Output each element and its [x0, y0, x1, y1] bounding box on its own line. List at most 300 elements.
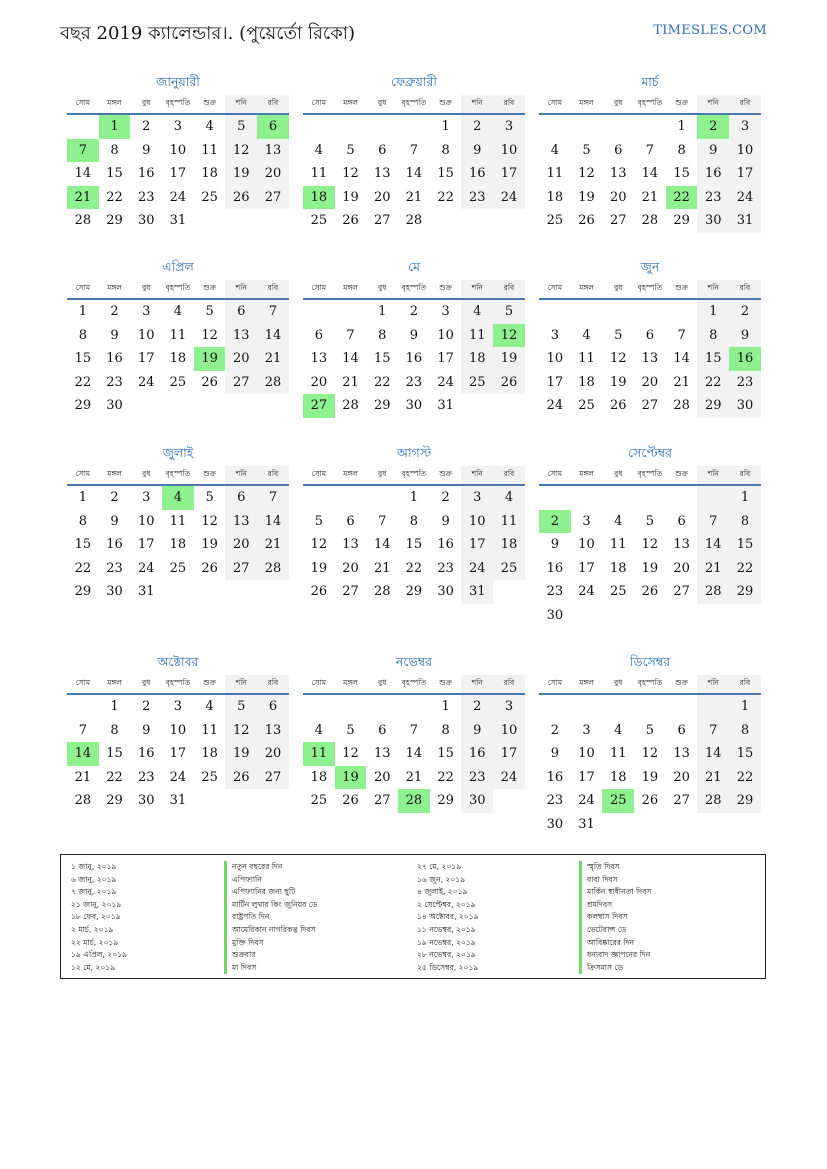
day-cell[interactable]: 3 [582, 722, 591, 738]
day-cell[interactable]: 11 [303, 742, 335, 766]
day-cell[interactable]: 26 [342, 213, 359, 228]
day-cell[interactable]: 25 [201, 769, 218, 785]
day-cell[interactable]: 22 [74, 374, 92, 390]
day-cell[interactable]: 5 [493, 300, 525, 324]
day-cell[interactable]: 2 [409, 304, 419, 319]
day-cell[interactable]: 26 [493, 371, 525, 395]
day-cell[interactable]: 9 [461, 139, 493, 163]
day-cell[interactable]: 15 [74, 537, 92, 552]
day-cell[interactable]: 14 [74, 166, 92, 181]
day-cell[interactable]: 26 [201, 374, 218, 390]
day-cell[interactable]: 25 [201, 189, 218, 205]
day-cell[interactable]: 6 [645, 327, 655, 343]
day-cell[interactable]: 12 [201, 327, 218, 343]
day-cell[interactable]: 24 [493, 186, 525, 210]
day-cell[interactable]: 7 [697, 510, 729, 534]
day-cell[interactable]: 16 [437, 537, 454, 552]
day-cell[interactable]: 12 [310, 537, 328, 552]
day-cell[interactable]: 13 [225, 510, 257, 534]
day-cell[interactable]: 12 [578, 166, 595, 181]
day-cell[interactable]: 30 [106, 398, 123, 413]
day-cell[interactable]: 22 [697, 371, 729, 395]
day-cell[interactable]: 26 [225, 766, 257, 790]
day-cell[interactable]: 29 [697, 394, 729, 418]
day-cell[interactable]: 14 [673, 351, 690, 366]
day-cell[interactable]: 11 [169, 513, 187, 529]
day-cell[interactable]: 21 [641, 189, 659, 205]
day-cell[interactable]: 10 [546, 351, 564, 366]
day-cell[interactable]: 18 [201, 166, 218, 181]
day-cell[interactable]: 1 [409, 490, 419, 505]
day-cell[interactable]: 18 [310, 769, 328, 785]
day-cell[interactable]: 5 [205, 304, 214, 319]
day-cell[interactable]: 2 [110, 490, 119, 505]
day-cell[interactable]: 21 [257, 347, 289, 371]
day-cell[interactable]: 18 [169, 351, 187, 366]
day-cell[interactable]: 21 [673, 374, 690, 390]
day-cell[interactable]: 5 [582, 142, 591, 158]
day-cell[interactable]: 22 [106, 769, 123, 785]
day-cell[interactable]: 6 [677, 722, 686, 738]
day-cell[interactable]: 28 [74, 213, 92, 228]
day-cell[interactable]: 7 [645, 142, 655, 158]
day-cell[interactable]: 17 [729, 162, 761, 186]
day-cell[interactable]: 1 [677, 119, 686, 134]
day-cell[interactable]: 31 [169, 213, 187, 228]
day-cell[interactable]: 10 [137, 327, 155, 343]
day-cell[interactable]: 21 [405, 189, 423, 205]
day-cell[interactable]: 10 [578, 537, 595, 552]
day-cell[interactable]: 9 [550, 746, 559, 761]
day-cell[interactable]: 20 [373, 189, 391, 205]
day-cell[interactable]: 29 [74, 584, 92, 599]
day-cell[interactable]: 15 [729, 742, 761, 766]
day-cell[interactable]: 3 [173, 699, 183, 714]
day-cell[interactable]: 18 [201, 746, 218, 761]
day-cell[interactable]: 13 [673, 537, 690, 552]
day-cell[interactable]: 29 [373, 398, 391, 413]
day-cell[interactable]: 27 [303, 394, 335, 418]
day-cell[interactable]: 6 [225, 300, 257, 324]
day-cell[interactable]: 9 [697, 139, 729, 163]
day-cell[interactable]: 1 [78, 490, 87, 505]
day-cell[interactable]: 27 [609, 213, 627, 228]
day-cell[interactable]: 3 [550, 327, 559, 343]
day-cell[interactable]: 8 [729, 719, 761, 743]
day-cell[interactable]: 18 [546, 189, 564, 205]
day-cell[interactable]: 30 [697, 209, 729, 233]
day-cell[interactable]: 19 [225, 162, 257, 186]
day-cell[interactable]: 11 [461, 324, 493, 348]
day-cell[interactable]: 20 [225, 347, 257, 371]
day-cell[interactable]: 17 [437, 351, 454, 366]
day-cell[interactable]: 27 [342, 584, 359, 599]
day-cell[interactable]: 29 [437, 793, 454, 808]
day-cell[interactable]: 25 [310, 213, 328, 228]
day-cell[interactable]: 26 [201, 560, 218, 576]
day-cell[interactable]: 27 [673, 793, 690, 808]
day-cell[interactable]: 25 [602, 789, 634, 813]
day-cell[interactable]: 27 [257, 766, 289, 790]
day-cell[interactable]: 16 [405, 351, 423, 366]
day-cell[interactable]: 23 [461, 186, 493, 210]
day-cell[interactable]: 28 [257, 371, 289, 395]
day-cell[interactable]: 30 [137, 213, 155, 228]
day-cell[interactable]: 3 [729, 115, 761, 139]
day-cell[interactable]: 15 [437, 166, 454, 181]
day-cell[interactable]: 30 [546, 816, 564, 832]
day-cell[interactable]: 11 [609, 746, 627, 761]
day-cell[interactable]: 30 [405, 398, 423, 413]
day-cell[interactable]: 26 [225, 186, 257, 210]
day-cell[interactable]: 28 [74, 793, 92, 808]
day-cell[interactable]: 1 [378, 304, 387, 319]
day-cell[interactable]: 13 [609, 166, 627, 181]
day-cell[interactable]: 29 [106, 213, 123, 228]
day-cell[interactable]: 10 [729, 139, 761, 163]
day-cell[interactable]: 19 [493, 347, 525, 371]
day-cell[interactable]: 22 [729, 557, 761, 581]
day-cell[interactable]: 27 [373, 213, 391, 228]
day-cell[interactable]: 22 [373, 374, 391, 390]
day-cell[interactable]: 4 [582, 327, 591, 343]
day-cell[interactable]: 8 [697, 324, 729, 348]
day-cell[interactable]: 21 [342, 374, 359, 390]
day-cell[interactable]: 17 [461, 533, 493, 557]
day-cell[interactable]: 15 [729, 533, 761, 557]
day-cell[interactable]: 15 [405, 537, 423, 552]
day-cell[interactable]: 9 [142, 722, 151, 738]
day-cell[interactable]: 2 [697, 115, 729, 139]
day-cell[interactable]: 16 [461, 742, 493, 766]
day-cell[interactable]: 30 [546, 607, 564, 623]
day-cell[interactable]: 14 [342, 351, 359, 366]
day-cell[interactable]: 24 [578, 584, 595, 599]
day-cell[interactable]: 19 [310, 560, 328, 576]
day-cell[interactable]: 7 [257, 486, 289, 510]
day-cell[interactable]: 20 [225, 533, 257, 557]
day-cell[interactable]: 30 [461, 789, 493, 813]
day-cell[interactable]: 5 [225, 115, 257, 139]
day-cell[interactable]: 25 [609, 584, 627, 599]
day-cell[interactable]: 5 [205, 490, 214, 505]
day-cell[interactable]: 2 [461, 115, 493, 139]
day-cell[interactable]: 19 [342, 189, 359, 205]
day-cell[interactable]: 8 [409, 513, 419, 529]
day-cell[interactable]: 17 [493, 162, 525, 186]
day-cell[interactable]: 8 [677, 142, 686, 158]
day-cell[interactable]: 6 [225, 486, 257, 510]
day-cell[interactable]: 2 [441, 490, 450, 505]
day-cell[interactable]: 9 [409, 327, 419, 343]
day-cell[interactable]: 17 [493, 742, 525, 766]
day-cell[interactable]: 10 [437, 327, 454, 343]
day-cell[interactable]: 26 [342, 793, 359, 808]
day-cell[interactable]: 7 [257, 300, 289, 324]
day-cell[interactable]: 20 [641, 374, 659, 390]
day-cell[interactable]: 14 [697, 742, 729, 766]
day-cell[interactable]: 16 [106, 351, 123, 366]
day-cell[interactable]: 15 [106, 166, 123, 181]
day-cell[interactable]: 2 [539, 510, 571, 534]
day-cell[interactable]: 18 [303, 186, 335, 210]
day-cell[interactable]: 9 [142, 142, 151, 158]
day-cell[interactable]: 12 [641, 746, 659, 761]
day-cell[interactable]: 22 [437, 769, 454, 785]
day-cell[interactable]: 19 [641, 769, 659, 785]
day-cell[interactable]: 22 [106, 189, 123, 205]
day-cell[interactable]: 7 [677, 327, 686, 343]
day-cell[interactable]: 5 [346, 142, 355, 158]
day-cell[interactable]: 6 [257, 695, 289, 719]
day-cell[interactable]: 16 [137, 746, 155, 761]
day-cell[interactable]: 16 [137, 166, 155, 181]
day-cell[interactable]: 26 [641, 793, 659, 808]
day-cell[interactable]: 29 [106, 793, 123, 808]
day-cell[interactable]: 30 [437, 584, 454, 599]
day-cell[interactable]: 6 [314, 327, 323, 343]
day-cell[interactable]: 20 [257, 162, 289, 186]
day-cell[interactable]: 23 [106, 560, 123, 576]
day-cell[interactable]: 4 [314, 142, 323, 158]
day-cell[interactable]: 3 [142, 490, 151, 505]
day-cell[interactable]: 14 [257, 510, 289, 534]
day-cell[interactable]: 25 [546, 213, 564, 228]
day-cell[interactable]: 23 [461, 766, 493, 790]
day-cell[interactable]: 3 [142, 304, 151, 319]
day-cell[interactable]: 6 [378, 142, 387, 158]
day-cell[interactable]: 28 [373, 584, 391, 599]
day-cell[interactable]: 3 [441, 304, 450, 319]
day-cell[interactable]: 21 [74, 769, 92, 785]
day-cell[interactable]: 26 [609, 398, 627, 413]
day-cell[interactable]: 4 [461, 300, 493, 324]
day-cell[interactable]: 29 [74, 398, 92, 413]
day-cell[interactable]: 20 [673, 560, 690, 576]
day-cell[interactable]: 8 [441, 722, 450, 738]
day-cell[interactable]: 17 [169, 166, 187, 181]
day-cell[interactable]: 10 [169, 142, 187, 158]
day-cell[interactable]: 13 [641, 351, 659, 366]
day-cell[interactable]: 11 [201, 722, 218, 738]
day-cell[interactable]: 6 [346, 513, 355, 529]
day-cell[interactable]: 27 [257, 186, 289, 210]
day-cell[interactable]: 5 [225, 695, 257, 719]
day-cell[interactable]: 13 [373, 746, 391, 761]
day-cell[interactable]: 13 [373, 166, 391, 181]
day-cell[interactable]: 27 [225, 557, 257, 581]
day-cell[interactable]: 20 [673, 769, 690, 785]
day-cell[interactable]: 8 [78, 513, 87, 529]
day-cell[interactable]: 1 [99, 115, 131, 139]
day-cell[interactable]: 7 [78, 722, 87, 738]
day-cell[interactable]: 17 [137, 351, 155, 366]
day-cell[interactable]: 25 [461, 371, 493, 395]
day-cell[interactable]: 2 [142, 119, 151, 134]
day-cell[interactable]: 19 [335, 766, 367, 790]
day-cell[interactable]: 1 [729, 486, 761, 510]
day-cell[interactable]: 25 [310, 793, 328, 808]
day-cell[interactable]: 14 [641, 166, 659, 181]
day-cell[interactable]: 16 [461, 162, 493, 186]
day-cell[interactable]: 28 [697, 580, 729, 604]
day-cell[interactable]: 21 [405, 769, 423, 785]
day-cell[interactable]: 23 [697, 186, 729, 210]
day-cell[interactable]: 9 [110, 327, 119, 343]
day-cell[interactable]: 28 [398, 789, 430, 813]
day-cell[interactable]: 7 [67, 139, 99, 163]
day-cell[interactable]: 4 [614, 722, 623, 738]
day-cell[interactable]: 18 [609, 560, 627, 576]
day-cell[interactable]: 4 [614, 513, 623, 529]
day-cell[interactable]: 12 [342, 746, 359, 761]
day-cell[interactable]: 22 [405, 560, 423, 576]
day-cell[interactable]: 7 [378, 513, 387, 529]
day-cell[interactable]: 26 [310, 584, 328, 599]
day-cell[interactable]: 1 [110, 699, 119, 714]
day-cell[interactable]: 9 [729, 324, 761, 348]
day-cell[interactable]: 23 [546, 584, 564, 599]
day-cell[interactable]: 29 [729, 789, 761, 813]
day-cell[interactable]: 28 [673, 398, 690, 413]
day-cell[interactable]: 12 [342, 166, 359, 181]
day-cell[interactable]: 16 [546, 769, 564, 785]
day-cell[interactable]: 27 [373, 793, 391, 808]
day-cell[interactable]: 20 [373, 769, 391, 785]
day-cell[interactable]: 4 [173, 304, 183, 319]
day-cell[interactable]: 19 [201, 537, 218, 552]
day-cell[interactable]: 12 [225, 139, 257, 163]
day-cell[interactable]: 18 [461, 347, 493, 371]
day-cell[interactable]: 23 [137, 189, 155, 205]
day-cell[interactable]: 12 [201, 513, 218, 529]
day-cell[interactable]: 8 [378, 327, 387, 343]
day-cell[interactable]: 22 [729, 766, 761, 790]
day-cell[interactable]: 10 [578, 746, 595, 761]
site-name[interactable]: TIMESLES.COM [653, 23, 767, 38]
day-cell[interactable]: 11 [546, 166, 564, 181]
day-cell[interactable]: 20 [310, 374, 328, 390]
day-cell[interactable]: 23 [106, 374, 123, 390]
day-cell[interactable]: 4 [314, 722, 323, 738]
day-cell[interactable]: 21 [67, 186, 99, 210]
day-cell[interactable]: 8 [78, 327, 87, 343]
day-cell[interactable]: 6 [614, 142, 623, 158]
day-cell[interactable]: 6 [378, 722, 387, 738]
day-cell[interactable]: 16 [106, 537, 123, 552]
day-cell[interactable]: 12 [493, 324, 525, 348]
day-cell[interactable]: 3 [461, 486, 493, 510]
day-cell[interactable]: 15 [106, 746, 123, 761]
day-cell[interactable]: 24 [169, 189, 187, 205]
day-cell[interactable]: 9 [441, 513, 450, 529]
day-cell[interactable]: 17 [169, 746, 187, 761]
day-cell[interactable]: 1 [697, 300, 729, 324]
day-cell[interactable]: 7 [409, 142, 419, 158]
day-cell[interactable]: 8 [110, 142, 119, 158]
day-cell[interactable]: 9 [110, 513, 119, 529]
day-cell[interactable]: 2 [729, 300, 761, 324]
day-cell[interactable]: 27 [225, 371, 257, 395]
day-cell[interactable]: 2 [550, 722, 559, 738]
day-cell[interactable]: 4 [205, 119, 214, 134]
day-cell[interactable]: 23 [729, 371, 761, 395]
day-cell[interactable]: 11 [169, 327, 187, 343]
day-cell[interactable]: 23 [546, 793, 564, 808]
day-cell[interactable]: 24 [137, 560, 155, 576]
day-cell[interactable]: 7 [346, 327, 355, 343]
day-cell[interactable]: 14 [405, 746, 423, 761]
day-cell[interactable]: 25 [169, 560, 187, 576]
day-cell[interactable]: 15 [697, 347, 729, 371]
day-cell[interactable]: 1 [78, 304, 87, 319]
day-cell[interactable]: 26 [641, 584, 659, 599]
day-cell[interactable]: 12 [641, 537, 659, 552]
day-cell[interactable]: 8 [110, 722, 119, 738]
day-cell[interactable]: 31 [729, 209, 761, 233]
day-cell[interactable]: 5 [645, 513, 655, 529]
day-cell[interactable]: 21 [697, 766, 729, 790]
day-cell[interactable]: 11 [201, 142, 218, 158]
day-cell[interactable]: 11 [310, 166, 328, 181]
day-cell[interactable]: 21 [257, 533, 289, 557]
day-cell[interactable]: 17 [137, 537, 155, 552]
day-cell[interactable]: 31 [169, 793, 187, 808]
day-cell[interactable]: 22 [666, 186, 698, 210]
day-cell[interactable]: 23 [405, 374, 423, 390]
day-cell[interactable]: 22 [74, 560, 92, 576]
day-cell[interactable]: 10 [493, 139, 525, 163]
day-cell[interactable]: 4 [550, 142, 559, 158]
day-cell[interactable]: 5 [346, 722, 355, 738]
day-cell[interactable]: 30 [106, 584, 123, 599]
day-cell[interactable]: 10 [169, 722, 187, 738]
day-cell[interactable]: 30 [137, 793, 155, 808]
day-cell[interactable]: 19 [609, 374, 627, 390]
day-cell[interactable]: 4 [162, 486, 194, 510]
day-cell[interactable]: 22 [437, 189, 454, 205]
day-cell[interactable]: 11 [493, 510, 525, 534]
day-cell[interactable]: 28 [342, 398, 359, 413]
day-cell[interactable]: 11 [578, 351, 595, 366]
day-cell[interactable]: 18 [169, 537, 187, 552]
day-cell[interactable]: 21 [373, 560, 391, 576]
day-cell[interactable]: 9 [461, 719, 493, 743]
day-cell[interactable]: 14 [373, 537, 391, 552]
day-cell[interactable]: 3 [493, 115, 525, 139]
day-cell[interactable]: 17 [546, 374, 564, 390]
day-cell[interactable]: 8 [441, 142, 450, 158]
day-cell[interactable]: 16 [546, 560, 564, 576]
day-cell[interactable]: 25 [169, 374, 187, 390]
day-cell[interactable]: 13 [342, 537, 359, 552]
day-cell[interactable]: 19 [225, 742, 257, 766]
day-cell[interactable]: 16 [697, 162, 729, 186]
day-cell[interactable]: 5 [645, 722, 655, 738]
day-cell[interactable]: 24 [546, 398, 564, 413]
day-cell[interactable]: 13 [673, 746, 690, 761]
day-cell[interactable]: 13 [225, 324, 257, 348]
day-cell[interactable]: 6 [677, 513, 686, 529]
day-cell[interactable]: 24 [437, 374, 454, 390]
day-cell[interactable]: 14 [257, 324, 289, 348]
day-cell[interactable]: 29 [673, 213, 690, 228]
day-cell[interactable]: 7 [697, 719, 729, 743]
day-cell[interactable]: 20 [609, 189, 627, 205]
day-cell[interactable]: 20 [342, 560, 359, 576]
day-cell[interactable]: 20 [257, 742, 289, 766]
day-cell[interactable]: 12 [609, 351, 627, 366]
